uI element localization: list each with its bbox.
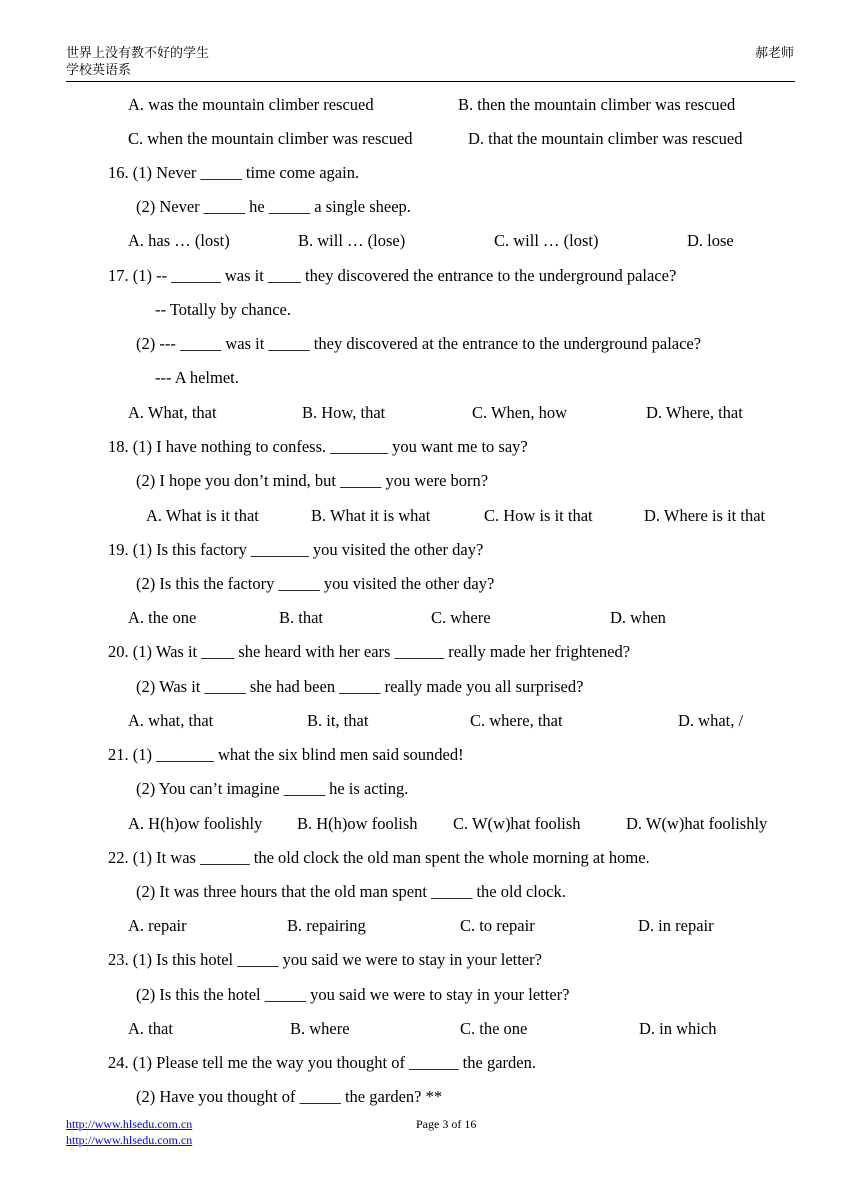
option-d: D. Where, that [646,403,743,422]
option-d: D. in repair [638,916,714,935]
option-a: A. What is it that [146,506,259,525]
option-d: D. Where is it that [644,506,766,525]
question-17-part1: 17. (1) -- ______ was it ____ they discovered the entrance to the underground palace? [108,266,677,285]
option-c: C. How is it that [484,506,593,525]
question-23-part1: 23. (1) Is this hotel _____ you said we were to stay in your letter? [108,950,542,969]
option-c: C. when the mountain climber was rescued [128,129,413,148]
question-17-part1-answer: -- Totally by chance. [155,300,291,319]
option-a: A. What, that [128,403,217,422]
option-a: A. the one [128,608,197,627]
question-16-part1: 16. (1) Never _____ time come again. [108,163,360,182]
option-a: A. H(h)ow foolishly [128,814,263,833]
option-d: D. lose [687,231,734,250]
header-left [66,44,209,78]
option-a: A. that [128,1019,173,1038]
footer-links [66,1116,192,1148]
question-24-part2: (2) Have you thought of _____ the garden? ** [136,1087,443,1106]
option-c: C. where, that [470,711,563,730]
page-number: Page 3 of 16 [416,1117,477,1131]
option-d: D. W(w)hat foolishly [626,814,768,833]
question-19-part1: 19. (1) Is this factory _______ you visited the other day? [108,540,484,559]
question-24-part1: 24. (1) Please tell me the way you thought of ______ the garden. [108,1053,536,1072]
question-21-part2: (2) You can’t imagine _____ he is acting. [136,779,409,798]
option-d: D. that the mountain climber was rescued [468,129,743,148]
option-d: D. when [610,608,666,627]
option-b: B. H(h)ow foolish [297,814,418,833]
option-a: A. was the mountain climber rescued [128,95,374,114]
option-a: A. has … (lost) [128,231,230,250]
header-school-motto: 世界上没有教不好的学生 [66,45,210,60]
option-c: C. the one [460,1019,528,1038]
question-16-part2: (2) Never _____ he _____ a single sheep. [136,197,411,216]
option-b: B. it, that [307,711,369,730]
question-20-part2: (2) Was it _____ she had been _____ really made you all surprised? [136,677,584,696]
option-b: B. then the mountain climber was rescued [458,95,736,114]
option-b: B. How, that [302,403,386,422]
option-b: B. will … (lose) [298,231,406,250]
option-c: C. where [431,608,491,627]
footer-link-1[interactable]: http://www.hlsedu.com.cn [66,1117,193,1131]
question-21-part1: 21. (1) _______ what the six blind men said sounded! [108,745,464,764]
option-c: C. When, how [472,403,568,422]
question-19-part2: (2) Is this the factory _____ you visited the other day? [136,574,495,593]
question-17-part2: (2) --- _____ was it _____ they discovered at the entrance to the underground palace? [136,334,702,353]
header-rule [66,81,795,82]
footer-link-2[interactable]: http://www.hlsedu.com.cn [66,1133,193,1147]
question-18-part2: (2) I hope you don’t mind, but _____ you were born? [136,471,489,490]
option-a: A. what, that [128,711,214,730]
option-c: C. W(w)hat foolish [453,814,581,833]
option-d: D. what, / [678,711,744,730]
header-teacher: 郝老师 [754,45,794,60]
option-b: B. What it is what [311,506,431,525]
option-a: A. repair [128,916,187,935]
question-18-part1: 18. (1) I have nothing to confess. _______ you want me to say? [108,437,528,456]
question-22-part1: 22. (1) It was ______ the old clock the old man spent the whole morning at home. [108,848,650,867]
option-c: C. will … (lost) [494,231,599,250]
option-c: C. to repair [460,916,535,935]
option-d: D. in which [639,1019,717,1038]
option-b: B. repairing [287,916,366,935]
option-b: B. where [290,1019,350,1038]
question-17-part2-answer: --- A helmet. [155,368,239,387]
question-20-part1: 20. (1) Was it ____ she heard with her ears ______ really made her frightened? [108,642,631,661]
option-b: B. that [279,608,323,627]
header-department: 学校英语系 [66,62,132,77]
question-22-part2: (2) It was three hours that the old man spent _____ the old clock. [136,882,566,901]
question-23-part2: (2) Is this the hotel _____ you said we were to stay in your letter? [136,985,570,1004]
